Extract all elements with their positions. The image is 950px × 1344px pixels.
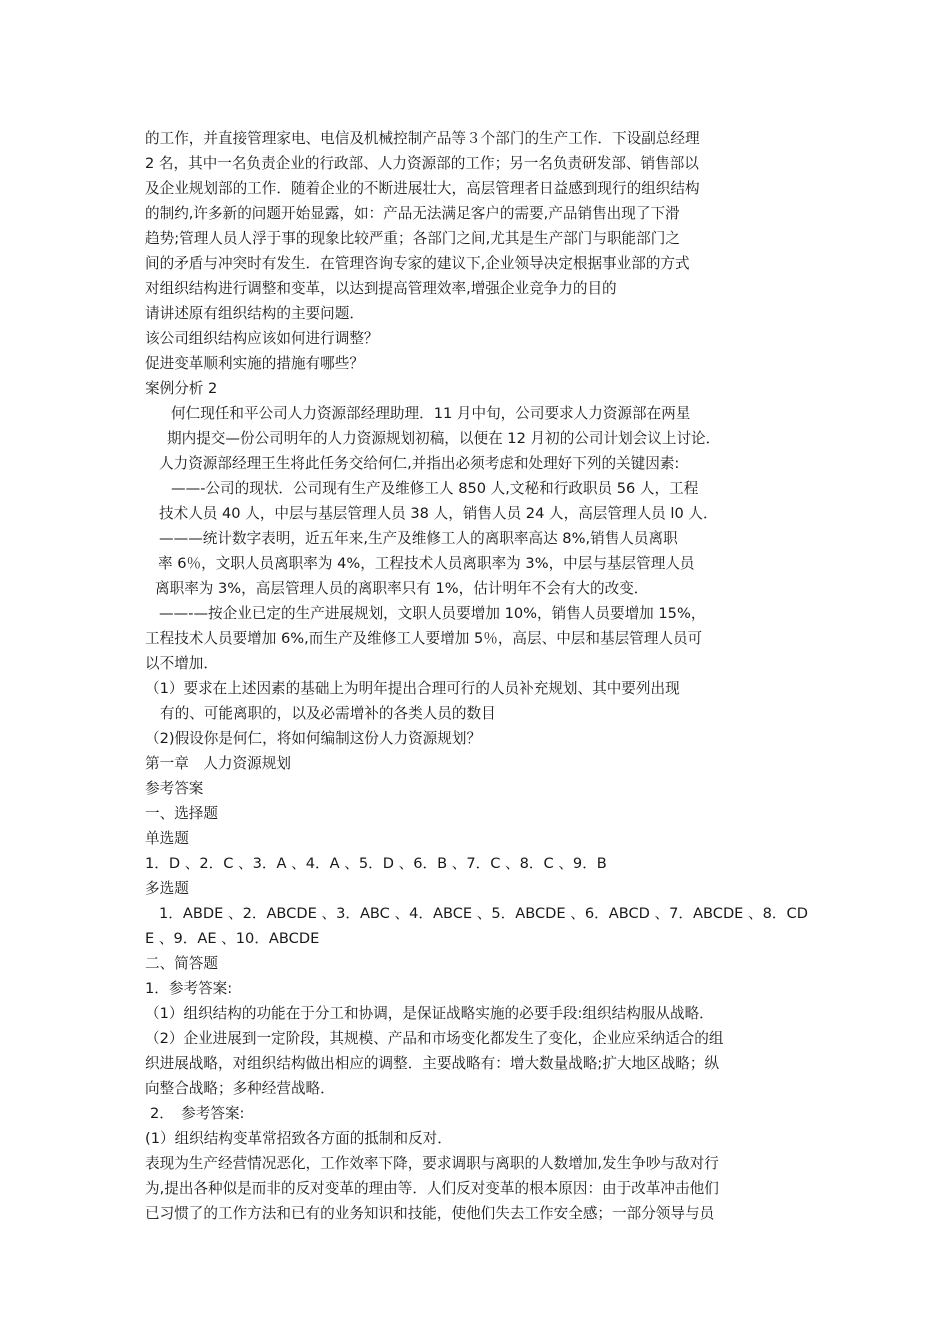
- text-line: 以不增加．: [145, 655, 218, 672]
- text-line: 趋势;管理人员人浮于事的现象比较严重；各部门之间,尤其是生产部门与职能部门之: [145, 230, 680, 247]
- answer-line: 1．ABDE 、2．ABCDE 、3．ABC 、4．ABCE 、5．ABCDE 、6．ABCD 、7．ABCDE 、8．CD: [159, 905, 808, 922]
- subsection-heading: 多选题: [145, 880, 189, 897]
- question-line: 促进变革顺利实施的措施有哪些？: [145, 355, 364, 372]
- text-line: （1）要求在上述因素的基础上为明年提出合理可行的人员补充规划、其中要列出现: [145, 680, 680, 697]
- section-heading: 二、简答题: [145, 955, 218, 972]
- text-line: 及企业规划部的工作．随着企业的不断进展壮大，高层管理者日益感到现行的组织结构: [145, 180, 700, 197]
- answer-line: 1．D 、2．C 、3．A 、4．A 、5．D 、6．B 、7．C 、8．C 、9．B: [145, 855, 607, 872]
- text-line: ———统计数字表明，近五年来,生产及维修工人的离职率高达 8%,销售人员离职: [159, 530, 678, 547]
- document-body: [145, 126, 810, 1226]
- text-line: 向整合战略；多种经营战略．: [145, 1080, 335, 1097]
- chapter-heading: 第一章 人力资源规划: [145, 755, 291, 772]
- answer-line: E 、9．AE 、10．ABCDE: [145, 930, 320, 947]
- text-line: 为,提出各种似是而非的反对变革的理由等．人们反对变革的根本原因：由于改革冲击他们: [145, 1180, 719, 1197]
- text-line: 离职率为 3%，高层管理人员的离职率只有 1%，估计明年不会有大的改变．: [155, 580, 649, 597]
- text-line: 期内提交—份公司明年的人力资源规划初稿，以便在 12 月初的公司计划会议上讨论．: [167, 430, 721, 447]
- text-line: ——-公司的现状．公司现有生产及维修工人 850 人,文秘和行政职员 56 人，工程: [171, 480, 699, 497]
- text-line: 表现为生产经营情况恶化，工作效率下降，要求调职与离职的人数增加,发生争吵与敌对行: [145, 1155, 719, 1172]
- text-line: 间的矛盾与冲突时有发生．在管理咨询专家的建议下,企业领导决定根据事业部的方式: [145, 255, 690, 272]
- text-line: (1）组织结构变革常招致各方面的抵制和反对．: [145, 1130, 452, 1147]
- section-heading: 一、选择题: [145, 805, 218, 822]
- text-line: 有的、可能离职的，以及必需增补的各类人员的数目: [160, 705, 496, 722]
- subsection-heading: 单选题: [145, 830, 189, 847]
- answer-heading: 1．参考答案:: [145, 980, 233, 997]
- text-line: （2）企业进展到一定阶段，其规模、产品和市场变化都发生了变化，企业应采纳适合的组: [145, 1030, 724, 1047]
- text-line: 已习惯了的工作方法和已有的业务知识和技能，使他们失去工作安全感；一部分领导与员: [145, 1205, 715, 1222]
- text-line: 率 6％，文职人员离职率为 4%，工程技术人员离职率为 3%，中层与基层管理人员: [158, 555, 695, 572]
- answer-heading: 2． 参考答案:: [150, 1105, 245, 1122]
- text-line: 2 名，其中一名负责企业的行政部、人力资源部的工作；另一名负责研发部、销售部以: [145, 155, 699, 172]
- section-heading: 案例分析 2: [145, 380, 218, 397]
- text-line: 何仁现任和平公司人力资源部经理助理．11 月中旬，公司要求人力资源部在两星: [171, 405, 691, 422]
- text-line: 织进展战略，对组织结构做出相应的调整．主要战略有：增大数量战略;扩大地区战略；纵: [145, 1055, 720, 1072]
- text-line: 人力资源部经理王生将此任务交给何仁,并指出必须考虑和处理好下列的关键因素:: [159, 455, 680, 472]
- text-line: 对组织结构进行调整和变革，以达到提高管理效率,增强企业竞争力的目的: [145, 280, 617, 297]
- text-line: 技术人员 40 人，中层与基层管理人员 38 人，销售人员 24 人，高层管理人员 l0 人．: [159, 505, 718, 522]
- text-line: 的工作，并直接管理家电、电信及机械控制产品等３个部门的生产工作．下设副总经理: [145, 130, 700, 147]
- question-line: 该公司组织结构应该如何进行调整？: [145, 330, 379, 347]
- text-line: （1）组织结构的功能在于分工和协调，是保证战略实施的必要手段:组织结构服从战略．: [145, 1005, 714, 1022]
- question-line: 请讲述原有组织结构的主要问题．: [145, 305, 364, 322]
- text-line: （2)假设你是何仁，将如何编制这份人力资源规划？: [145, 730, 482, 747]
- section-heading: 参考答案: [145, 780, 204, 797]
- text-line: 工程技术人员要增加 6%,而生产及维修工人要增加 5％，高层、中层和基层管理人员可: [145, 630, 703, 647]
- text-line: 的制约,许多新的问题开始显露，如：产品无法满足客户的需要,产品销售出现了下滑: [145, 205, 680, 222]
- text-line: ——-—按企业已定的生产进展规划，文职人员要增加 10%，销售人员要增加 15%，: [159, 605, 706, 622]
